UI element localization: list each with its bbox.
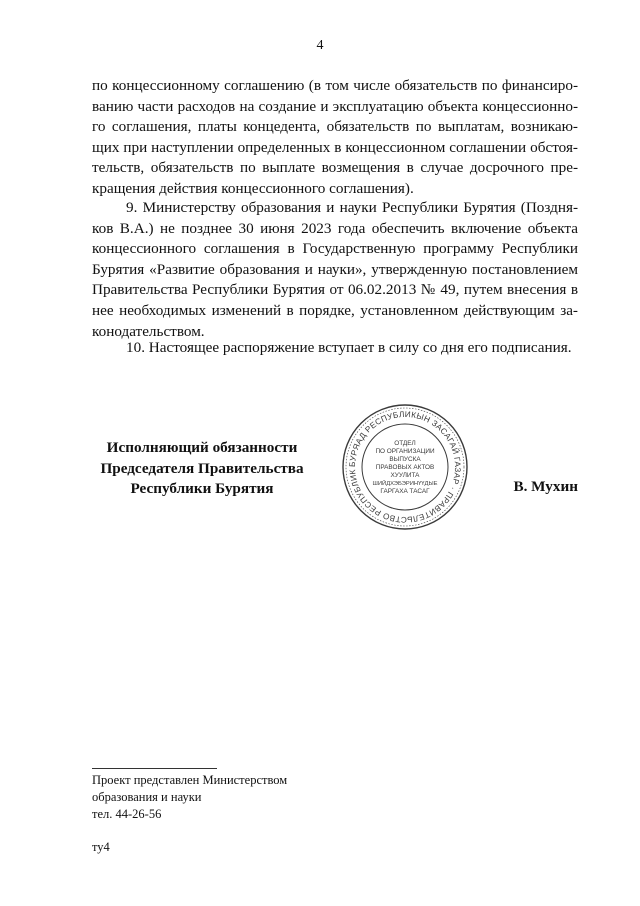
footnote: [92, 772, 287, 823]
document-code: ту4: [92, 840, 110, 854]
footnote-line: образования и науки: [92, 790, 202, 804]
seal-center-line: ГАРГАХА ТАСАГ: [380, 488, 430, 495]
signatory-position: [92, 438, 312, 500]
footnote-divider: [92, 768, 217, 769]
footnote-line: тел. 44-26-56: [92, 807, 162, 821]
seal-stamp-icon: [340, 402, 470, 532]
seal-center-line: ПО ОРГАНИЗАЦИИ: [375, 448, 435, 455]
seal-center-line: ВЫПУСКА: [389, 456, 421, 463]
seal-center-line: ОТДЕЛ: [394, 440, 416, 447]
signatory-name: В. Мухин: [513, 478, 578, 495]
paragraph-item-10: 10. Настоящее распоряжение вступает в силу со дня его подписания.: [126, 339, 572, 356]
page-number: 4: [316, 38, 324, 53]
seal-center-line: ШИЙДХЭБЭРИНҮҮДЫЕ: [372, 481, 438, 487]
signatory-position-line: Исполняющий обязанности: [106, 439, 298, 456]
signatory-position-line: Республики Бурятия: [130, 480, 274, 497]
paragraph-continuation: по концессионному соглашению (в том числе обязательств по финансиро-ванию части расходов на создание и эксплуатацию объекта концессионно-го соглашения, платы концедента, обязательств по выплатам, возникаю-щих при наступлении определенных в концессионном соглашении обстоя-тельств, обязательств по выплате возмещения в случае досрочного пре-кращения действия концессионного соглашения).: [92, 77, 578, 197]
seal-ring-text: БУРЯАД РЕСПУБЛИКЫН ЗАСАГАЙ ГАЗАР · ПРАВИТЕЛЬСТВО РЕСПУБЛИК: [347, 409, 463, 525]
footnote-line: Проект представлен Министерством: [92, 773, 288, 787]
official-seal: [340, 402, 470, 532]
seal-center-line: ПРАВОВЫХ АКТОВ: [375, 464, 435, 471]
seal-center-line: ХУУЛИТА: [390, 472, 420, 479]
signatory-position-line: Председателя Правительства: [100, 459, 304, 477]
paragraph-item-9: 9. Министерству образования и науки Республики Бурятия (Поздня-ков В.А.) не позднее 30 июня 2023 года обеспечить включение объекта концессионного соглашения в Государственную программу Республики Бурятия «Развитие образования и науки», утвержденную постановлением Правительства Республики Бурятия от 06.02.2013 № 49, путем внесения в нее необходимых изменений в порядке, установленном действующим за-конодательством.: [92, 199, 578, 340]
